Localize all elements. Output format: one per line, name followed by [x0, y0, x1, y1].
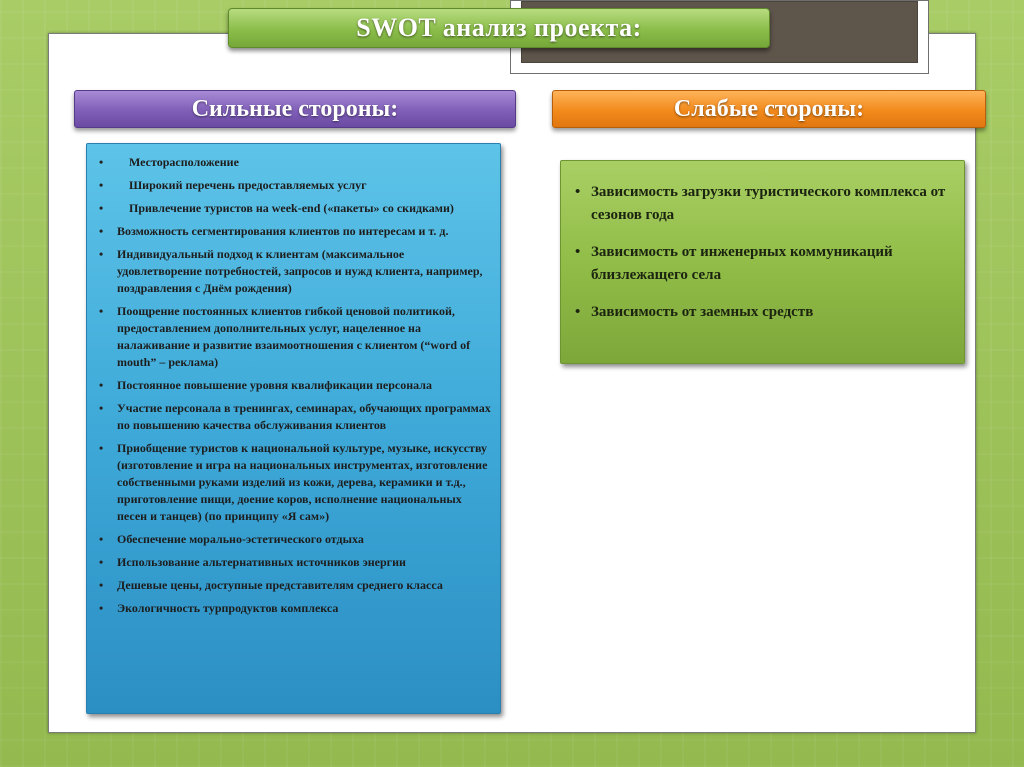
page-title: SWOT анализ проекта: [356, 13, 642, 42]
weaknesses-list-box [560, 160, 965, 364]
list-item: • Индивидуальный подход к клиентам (максимальное удовлетворение потребностей, запросов и нужд клиента, например, поздравления с Днём рождения) [95, 246, 492, 297]
list-item: • Зависимость от заемных средств [573, 301, 952, 324]
list-item: • Приобщение туристов к национальной культуре, музыке, искусству (изготовление и игра на национальных инструментах, изготовление собственными руками изделий из кожи, дерева, керамики и т.д., приготовление пищи, доение коров, исполнение национальных песен и танцев) (по принципу «Я сам») [95, 440, 492, 525]
strengths-header [74, 90, 516, 128]
list-item: • Возможность сегментирования клиентов по интересам и т. д. [95, 223, 492, 240]
list-item: • Зависимость от инженерных коммуникаций близлежащего села [573, 241, 952, 287]
list-item: • Участие персонала в тренингах, семинарах, обучающих программах по повышению качества обслуживания клиентов [95, 400, 492, 434]
list-item: • Использование альтернативных источников энергии [95, 554, 492, 571]
strengths-list [95, 154, 492, 617]
strengths-list-box [86, 143, 501, 714]
list-item: • Широкий перечень предоставляемых услуг [95, 177, 492, 194]
list-item: • Зависимость загрузки туристического комплекса от сезонов года [573, 181, 952, 227]
strengths-header-label: Сильные стороны: [191, 95, 399, 122]
weaknesses-list [573, 181, 952, 324]
weaknesses-header-label: Слабые стороны: [673, 95, 865, 122]
list-item: • Привлечение туристов на week-end («пакеты» со скидками) [95, 200, 492, 217]
list-item: • Обеспечение морально-эстетического отдыха [95, 531, 492, 548]
list-item: • Дешевые цены, доступные представителям среднего класса [95, 577, 492, 594]
list-item: • Поощрение постоянных клиентов гибкой ценовой политикой, предоставлением дополнительных услуг, нацеленное на налаживание и развитие взаимоотношения с клиентом (“word of mouth” – реклама) [95, 303, 492, 371]
list-item: • Постоянное повышение уровня квалификации персонала [95, 377, 492, 394]
list-item: • Экологичность турпродуктов комплекса [95, 600, 492, 617]
title-banner [228, 8, 770, 48]
weaknesses-header [552, 90, 986, 128]
list-item: • Месторасположение [95, 154, 492, 171]
